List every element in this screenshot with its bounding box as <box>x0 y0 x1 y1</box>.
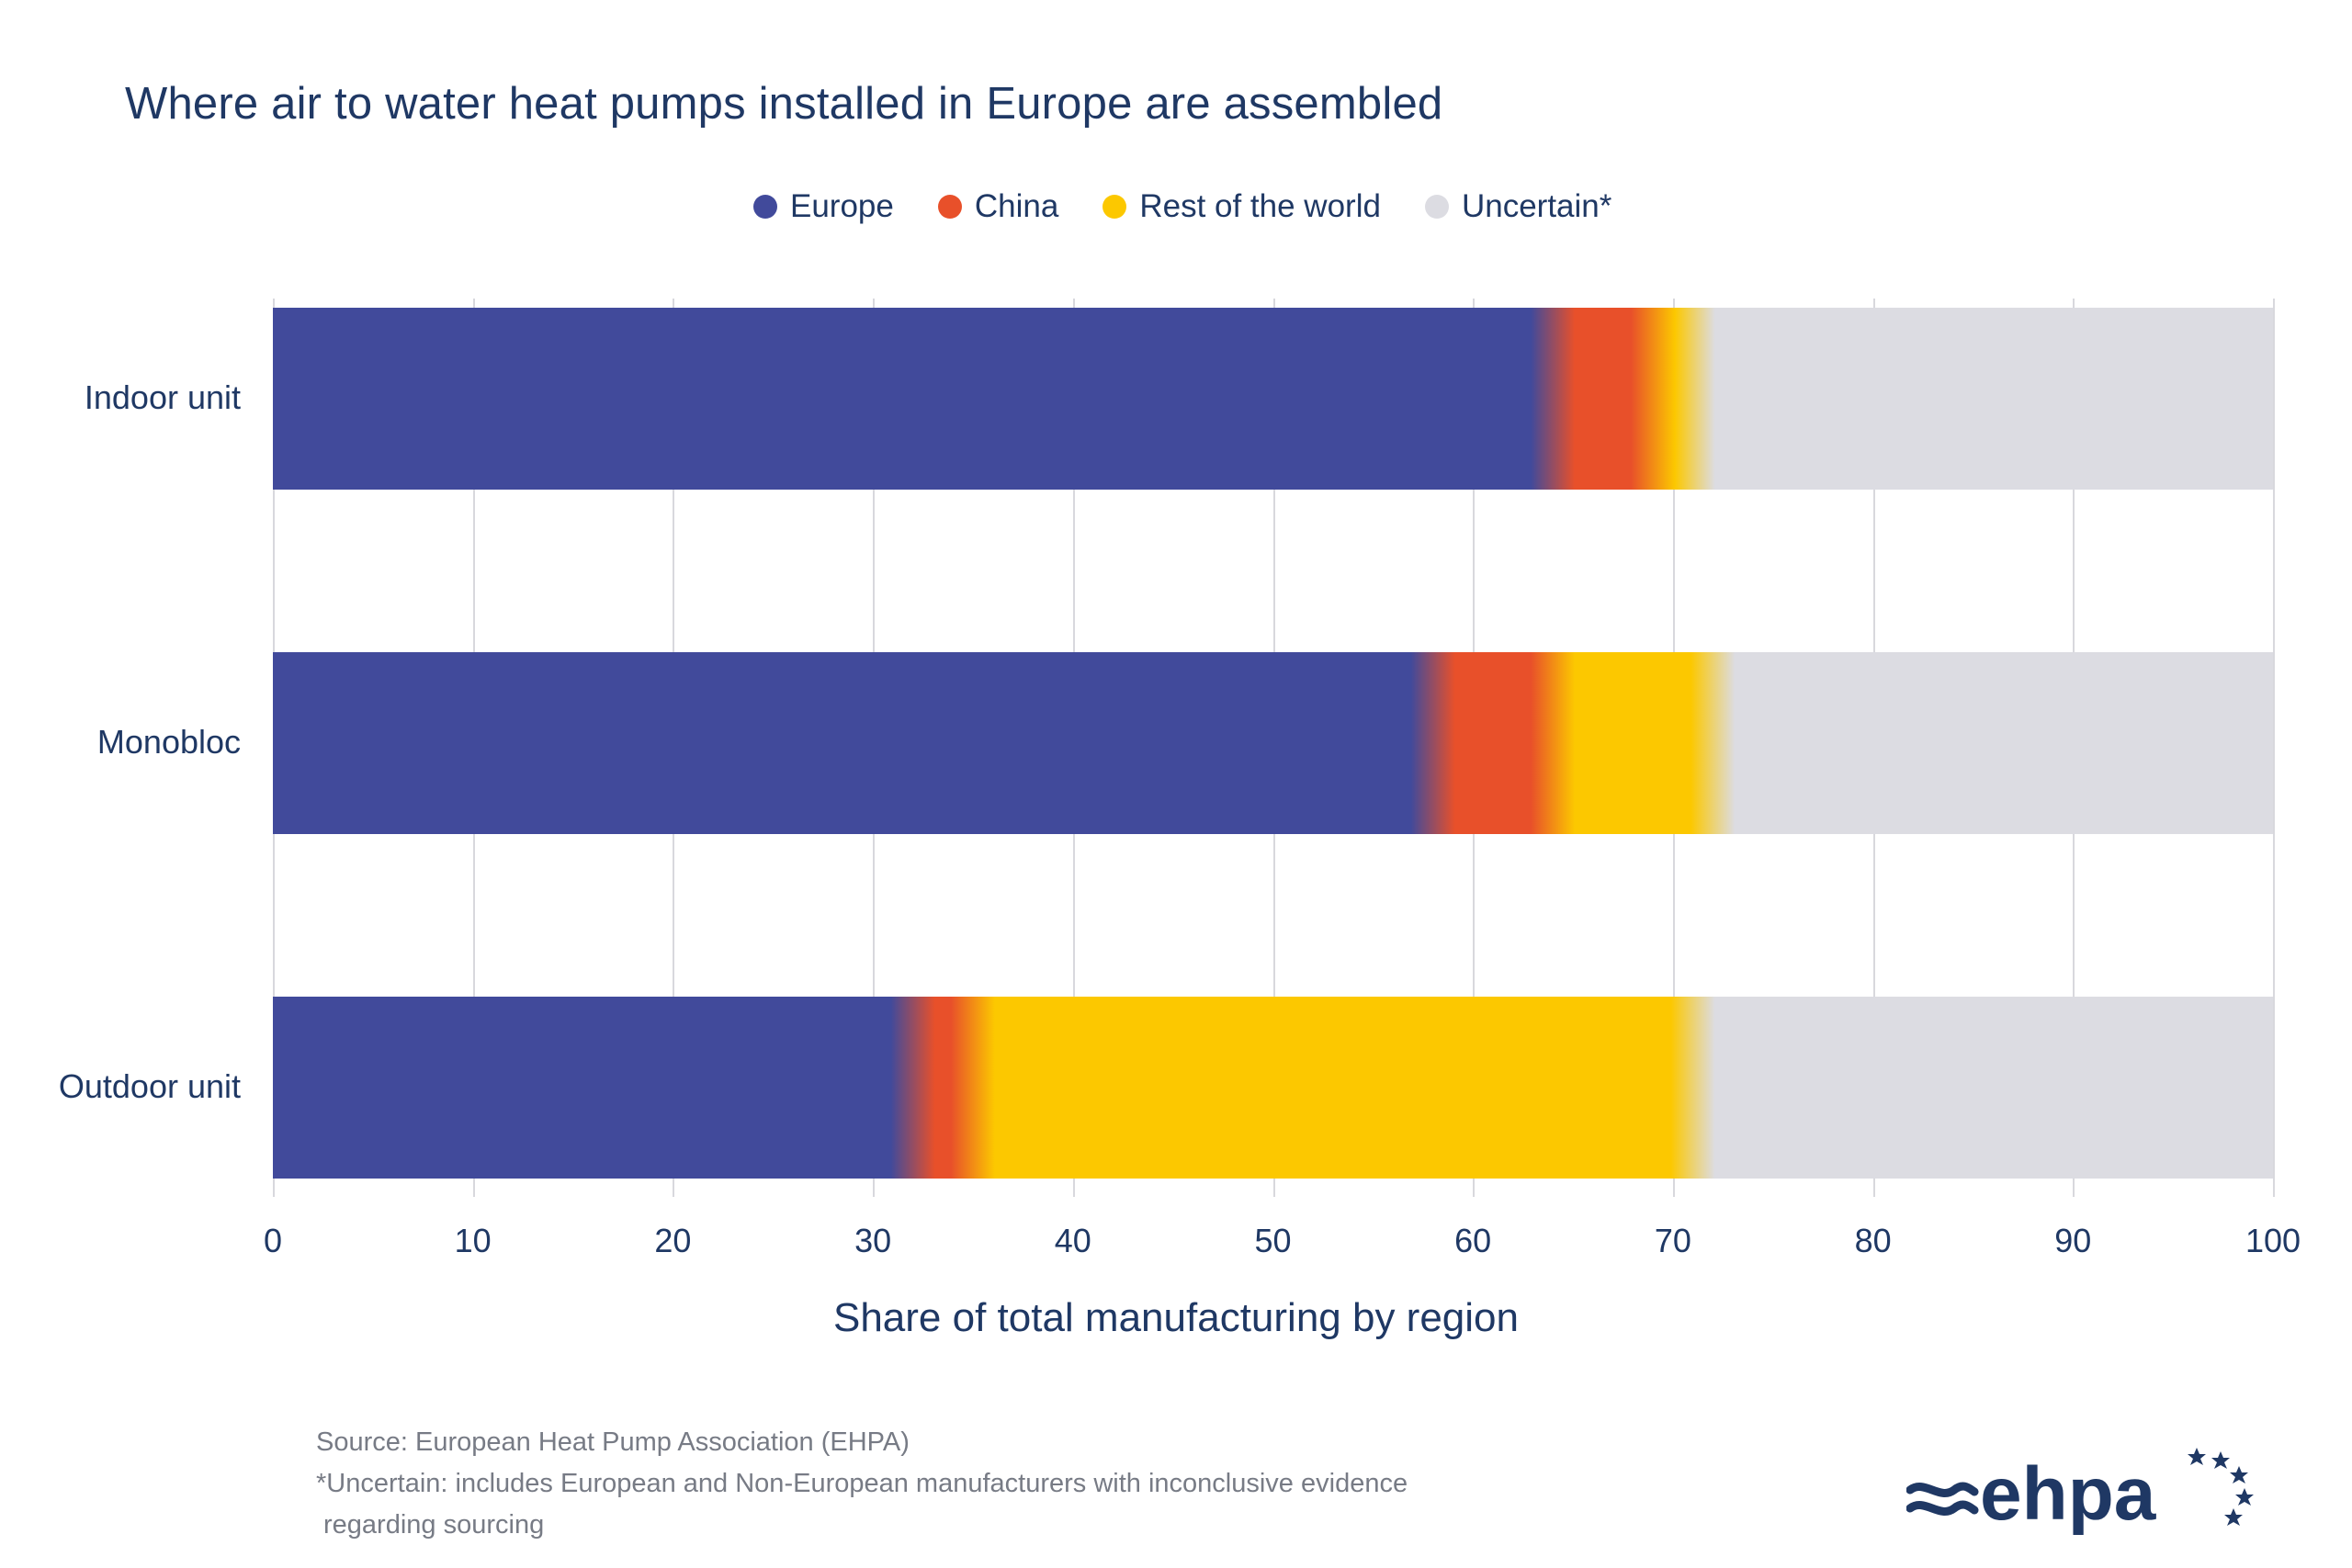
legend-swatch-icon <box>1425 195 1449 219</box>
x-tick-label: 100 <box>2245 1222 2301 1259</box>
legend-label: Rest of the world <box>1139 188 1381 224</box>
legend-label: China <box>974 188 1059 224</box>
legend-swatch-icon <box>1102 195 1126 219</box>
x-tick-label: 50 <box>1254 1222 1292 1259</box>
footnotes <box>316 1422 1408 1546</box>
stacked-bar-indoor-unit[interactable] <box>273 308 2273 490</box>
chart-title: Where air to water heat pumps installed in Europe are assembled <box>125 79 1443 129</box>
x-tick-label: 40 <box>1054 1222 1091 1259</box>
stacked-bar-monobloc[interactable] <box>273 652 2273 834</box>
legend-swatch-icon <box>938 195 962 219</box>
legend-label: Europe <box>790 188 894 224</box>
ehpa-logo <box>1906 1442 2256 1543</box>
stacked-bar-outdoor-unit[interactable] <box>273 997 2273 1179</box>
x-tick-label: 70 <box>1654 1222 1691 1259</box>
x-tick-label: 20 <box>654 1222 692 1259</box>
bar-row[interactable] <box>273 652 2273 834</box>
category-label-indoor-unit: Indoor unit <box>84 378 241 416</box>
x-axis-title: Share of total manufacturing by region <box>832 1295 1519 1340</box>
legend-item-uncertain[interactable] <box>1425 188 1611 225</box>
bar-row[interactable] <box>273 308 2273 490</box>
x-tick-label: 60 <box>1454 1222 1492 1259</box>
source-note: Source: European Heat Pump Association (EHPA) <box>316 1427 910 1457</box>
legend-item-europe[interactable] <box>753 188 894 225</box>
legend-label: Uncertain* <box>1461 188 1612 224</box>
ehpa-logo-text: ehpa <box>1980 1452 2156 1536</box>
bar-row[interactable] <box>273 997 2273 1179</box>
legend-swatch-icon <box>753 195 777 219</box>
ehpa-logo-mark <box>1906 1442 2256 1543</box>
x-tick-label: 10 <box>454 1222 492 1259</box>
uncertain-note-line-1: *Uncertain: includes European and Non-European manufacturers with inconclusive evidence <box>316 1469 1408 1498</box>
plot-area <box>273 299 2273 1197</box>
x-tick-label: 0 <box>263 1222 283 1259</box>
x-tick-label: 90 <box>2054 1222 2092 1259</box>
x-tick-label: 80 <box>1854 1222 1892 1259</box>
gridline <box>2273 299 2275 1197</box>
category-label-monobloc: Monobloc <box>96 723 241 761</box>
chart-legend <box>753 188 1611 225</box>
uncertain-note-line-2: regarding sourcing <box>323 1510 545 1540</box>
category-label-outdoor-unit: Outdoor unit <box>58 1067 241 1105</box>
x-tick-label: 30 <box>854 1222 892 1259</box>
legend-item-china[interactable] <box>938 188 1058 225</box>
legend-item-rest-of-the-world[interactable] <box>1102 188 1381 225</box>
